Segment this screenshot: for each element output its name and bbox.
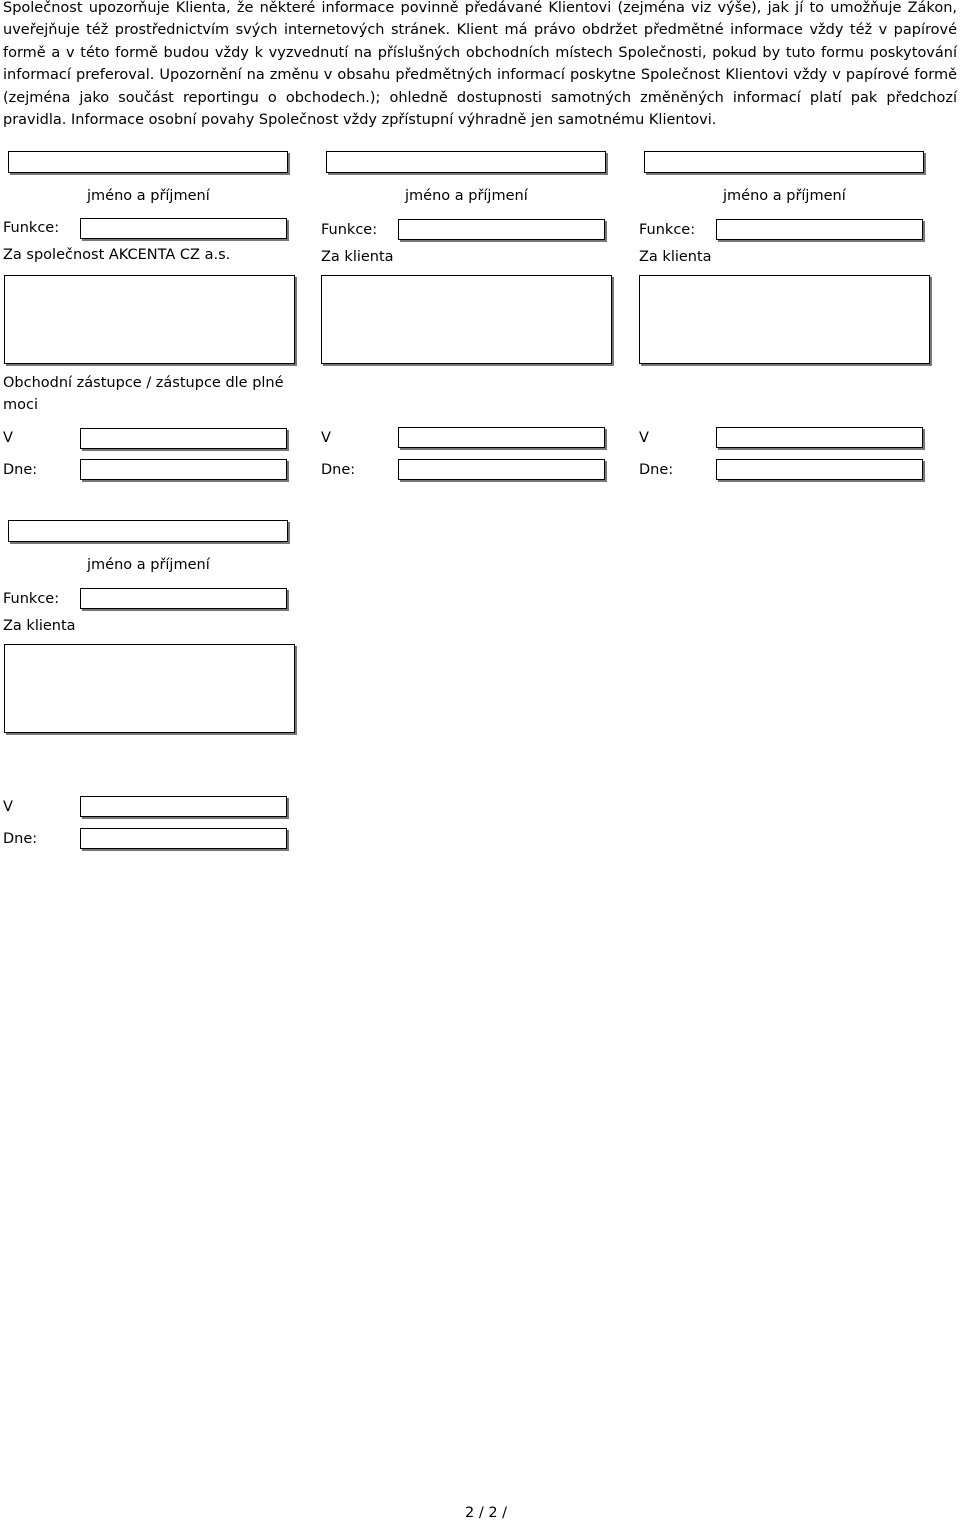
name-input[interactable] (644, 151, 924, 173)
signature-box[interactable] (4, 644, 295, 733)
date-label: Dne: (3, 462, 38, 478)
function-input[interactable] (80, 588, 287, 609)
page-number: 2 / 2 / (465, 1505, 508, 1521)
party-label: Za klienta (3, 618, 76, 634)
function-input[interactable] (80, 218, 287, 239)
date-label: Dne: (639, 462, 674, 478)
place-input[interactable] (716, 427, 923, 448)
name-input[interactable] (8, 520, 288, 542)
date-label: Dne: (321, 462, 356, 478)
signature-box[interactable] (4, 275, 295, 364)
date-input[interactable] (716, 459, 923, 480)
party-label: Za klienta (639, 249, 712, 265)
date-input[interactable] (80, 459, 287, 480)
name-caption: jméno a příjmení (87, 188, 210, 204)
place-label: V (3, 799, 13, 815)
date-label: Dne: (3, 831, 38, 847)
function-input[interactable] (716, 219, 923, 240)
role-label: Obchodní zástupce / zástupce dle plné moci (3, 375, 284, 413)
signature-box[interactable] (321, 275, 612, 364)
name-caption: jméno a příjmení (723, 188, 846, 204)
party-label: Za klienta (321, 249, 394, 265)
function-label: Funkce: (3, 591, 60, 607)
name-caption: jméno a příjmení (87, 557, 210, 573)
place-input[interactable] (398, 427, 605, 448)
name-input[interactable] (326, 151, 606, 173)
function-input[interactable] (398, 219, 605, 240)
signature-box[interactable] (639, 275, 930, 364)
place-label: V (321, 430, 331, 446)
name-caption: jméno a příjmení (405, 188, 528, 204)
function-label: Funkce: (639, 222, 696, 238)
date-input[interactable] (398, 459, 605, 480)
place-input[interactable] (80, 428, 287, 449)
function-label: Funkce: (321, 222, 378, 238)
function-label: Funkce: (3, 220, 60, 236)
place-label: V (639, 430, 649, 446)
date-input[interactable] (80, 828, 287, 849)
name-input[interactable] (8, 151, 288, 173)
party-label: Za společnost AKCENTA CZ a.s. (3, 247, 231, 263)
place-label: V (3, 430, 13, 446)
intro-paragraph: Společnost upozorňuje Klienta, že některé informace povinně předávané Klientovi (zejména viz výše), jak jí to umožňuje Zákon, uveřejňuje též prostřednictvím svých internetových stránek. Klient má právo obdržet předmětné informace vždy též v papírové formě a v této formě budou vždy k vyzvednutí na příslušných obchodních místech Společnosti, pokud by tuto formu poskytování informací preferoval. Upozornění na změnu v obsahu předmětných informací poskytne Společnost Klientovi vždy v papírové formě (zejména jako součást reportingu o obchodech.); ohledně dostupnosti samotných změněných informací platí pak předchozí pravidla. Informace osobní povahy Společnost vždy zpřístupní výhradně jen samotnému Klientovi. (3, 0, 957, 129)
place-input[interactable] (80, 796, 287, 817)
